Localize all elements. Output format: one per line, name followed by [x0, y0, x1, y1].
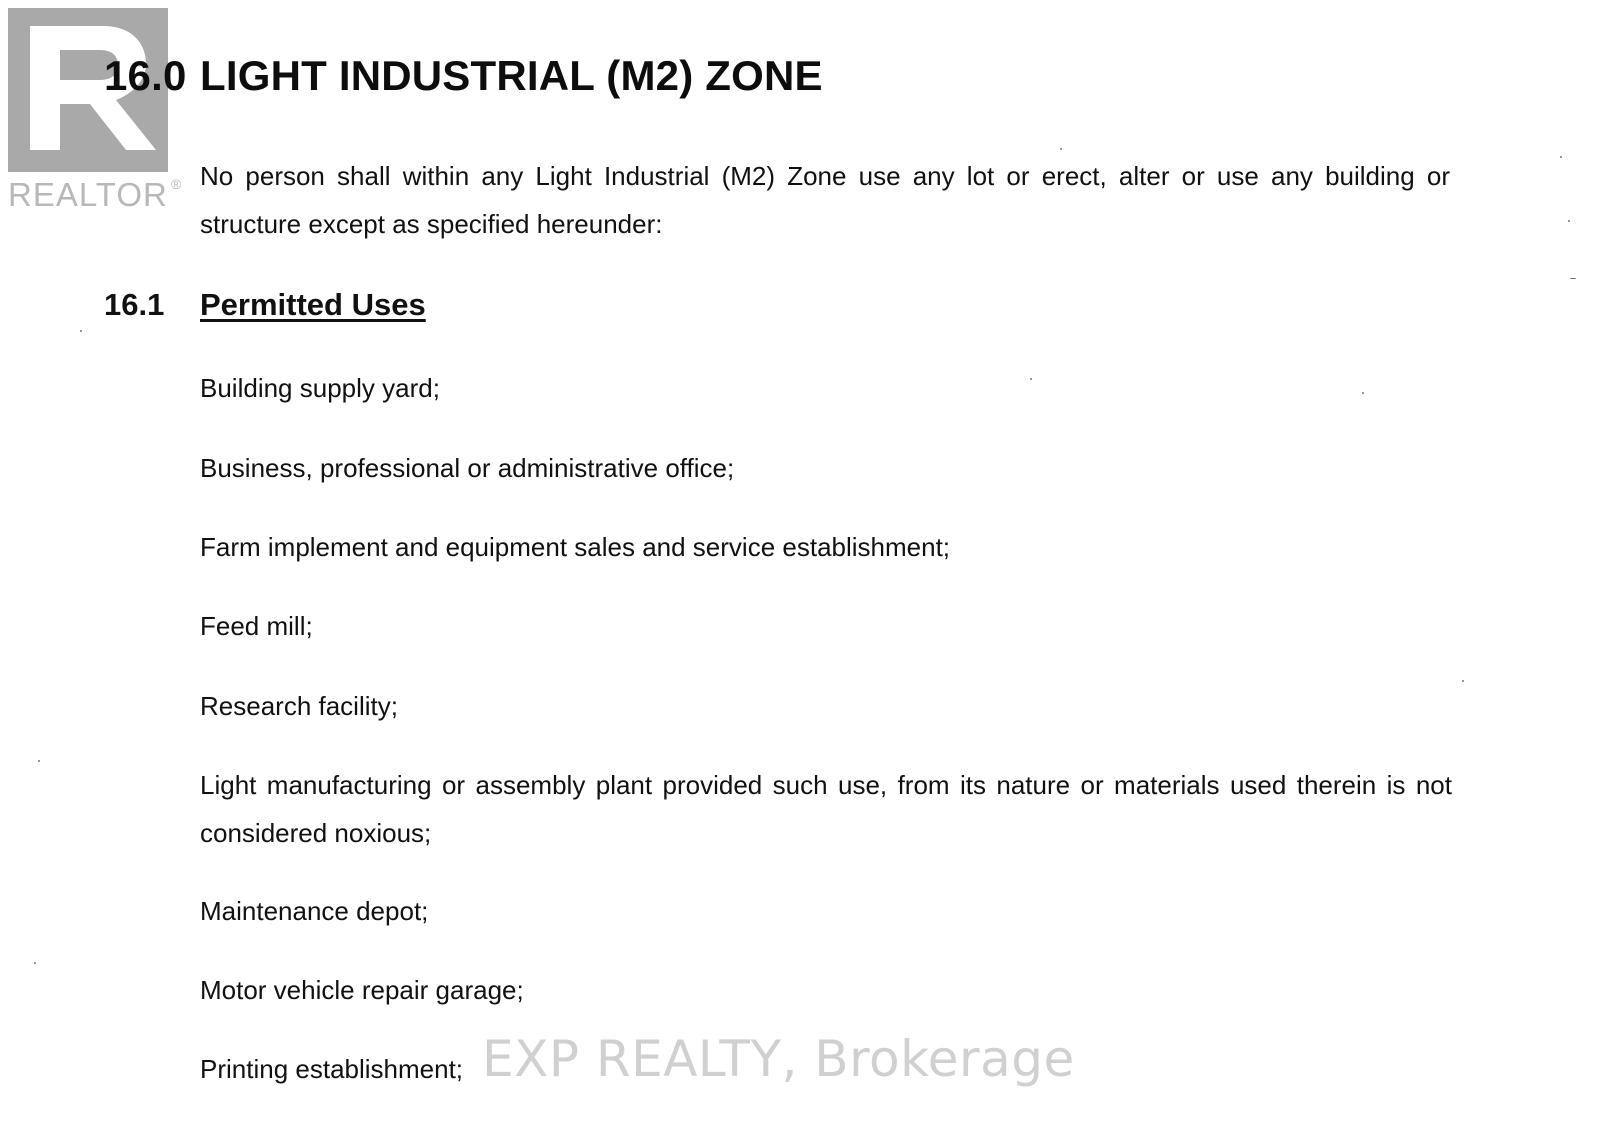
list-item: Feed mill; [200, 611, 313, 641]
scan-speck [1570, 278, 1576, 279]
scan-speck [1362, 392, 1364, 394]
scan-speck [38, 760, 40, 762]
scan-speck [1568, 220, 1570, 222]
list-item: Farm implement and equipment sales and service establishment; [200, 532, 951, 562]
registered-mark: ® [171, 176, 182, 192]
subsection-number: 16.1 [104, 287, 165, 322]
scan-speck [1560, 156, 1562, 158]
subsection-heading [104, 287, 426, 323]
list-item: Light manufacturing or assembly plant provided such use, from its nature or materials used therein is not considered noxious; [200, 770, 1452, 848]
list-item: Motor vehicle repair garage; [200, 975, 524, 1005]
section-heading [104, 52, 823, 100]
brokerage-watermark: EXP REALTY, Brokerage [478, 1030, 1079, 1088]
realtor-logo [8, 8, 182, 214]
scan-speck [1060, 148, 1062, 150]
section-intro: No person shall within any Light Industrial (M2) Zone use any lot or erect, alter or use any building or structure except as specified hereunder: [200, 161, 1450, 239]
section-title: LIGHT INDUSTRIAL (M2) ZONE [200, 52, 823, 99]
list-item: Research facility; [200, 691, 398, 721]
scan-speck [1462, 680, 1464, 682]
scan-speck [80, 330, 82, 332]
list-item: Printing establishment; [200, 1054, 464, 1084]
list-item: Maintenance depot; [200, 896, 429, 926]
subsection-title: Permitted Uses [200, 287, 426, 322]
scan-speck [1030, 378, 1032, 380]
realtor-logo-text: REALTOR [8, 176, 168, 213]
list-item: Building supply yard; [200, 373, 440, 403]
scan-speck [34, 962, 36, 964]
section-number: 16.0 [104, 52, 187, 99]
list-item: Business, professional or administrative office; [200, 453, 735, 483]
